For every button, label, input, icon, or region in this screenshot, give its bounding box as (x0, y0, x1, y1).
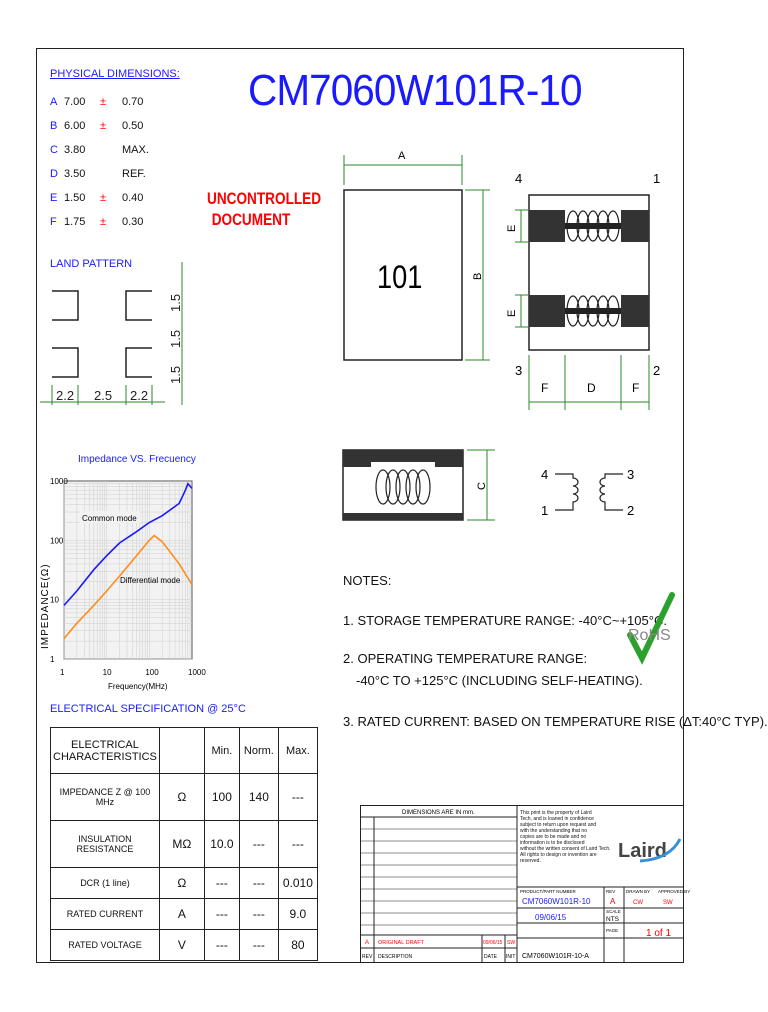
schematic-pin: 3 (627, 467, 635, 482)
electrical-name: IMPEDANCE Z @ 100 MHz (51, 774, 160, 821)
chart-y-tick: 10 (50, 595, 59, 605)
electrical-unit: Ω (159, 774, 204, 821)
property-notice-line: copies are to be made and no (520, 834, 587, 840)
date-column: DATE (484, 954, 497, 960)
electrical-min: --- (204, 868, 239, 899)
dimension-tolerance: 0.40 (122, 192, 144, 204)
property-notice-line: with the understanding that no (520, 828, 587, 834)
dim-c-label: C (476, 482, 488, 490)
electrical-min: --- (204, 930, 239, 961)
rev-label: REV (606, 889, 616, 894)
date-value: 09/06/15 (535, 913, 567, 922)
top-view-drawing (335, 145, 495, 370)
header-characteristics: ELECTRICAL CHARACTERISTICS (51, 728, 160, 774)
part-number-label: PRODUCT/PART NUMBER (520, 889, 576, 894)
page-label: PAGE (606, 928, 619, 933)
title-block (360, 805, 691, 963)
electrical-name: INSULATION RESISTANCE (51, 821, 160, 868)
revision-rev: A (365, 940, 370, 946)
pin-label: 2 (653, 363, 661, 378)
electrical-name: DCR (1 line) (51, 868, 160, 899)
chart-y-tick: 1000 (50, 477, 68, 486)
dimension-sign: ± (100, 96, 107, 108)
electrical-unit: Ω (159, 868, 204, 899)
electrical-row (51, 868, 318, 899)
note-1: 1. STORAGE TEMPERATURE RANGE: -40°C~+105°C. (343, 613, 667, 628)
electrical-unit: A (159, 899, 204, 930)
property-notice-line: Tech, and is loaned in confidence (520, 816, 594, 822)
chart-x-tick: 100 (145, 668, 159, 677)
land-pad (126, 348, 152, 377)
land-height-3: 1.5 (168, 365, 183, 384)
physical-dimensions-heading: PHYSICAL DIMENSIONS: (50, 68, 180, 80)
page-value: 1 of 1 (646, 928, 672, 939)
chart-y-tick: 100 (50, 536, 64, 546)
revision-date: 09/06/15 (483, 940, 503, 946)
chart-x-tick: 10 (102, 668, 112, 677)
dimension-sign: ± (100, 120, 107, 132)
notes-heading: NOTES: (343, 573, 392, 588)
part-title: CM7060W101R-10 (248, 66, 582, 115)
rohs-label: RoHS (628, 627, 671, 644)
impedance-chart (36, 448, 216, 698)
scale-label: SCALE (606, 909, 621, 914)
revision-by: SW (507, 940, 516, 946)
electrical-norm: --- (239, 821, 278, 868)
dim-e-label: E (506, 224, 518, 232)
scale-value: NTS (606, 916, 619, 923)
land-width-1: 2.2 (56, 388, 75, 403)
dimension-letter: A (50, 96, 58, 108)
uncontrolled-line-2: DOCUMENT (211, 210, 291, 229)
drawing-number: CM7060W101R-10-A (522, 953, 589, 960)
uncontrolled-line-1: UNCONTROLLED (207, 189, 322, 208)
dimension-sign: ± (100, 192, 107, 204)
property-notice-line: information is to be disclosed (520, 840, 585, 846)
land-height-2: 1.5 (168, 329, 183, 348)
component-marking: 101 (377, 259, 423, 296)
land-pad (52, 348, 78, 377)
chart-series-label: Differential mode (120, 576, 181, 585)
land-pattern-heading: LAND PATTERN (50, 258, 133, 270)
dimension-tolerance: 0.70 (122, 96, 144, 108)
schematic-pin: 4 (541, 467, 549, 482)
dimension-tolerance: MAX. (122, 144, 149, 156)
land-width-2: 2.5 (94, 388, 113, 403)
drawn-label: DRAWN BY (626, 889, 651, 894)
front-view-drawing (335, 445, 500, 525)
property-notice-line: All rights to design or invention are (520, 852, 597, 858)
electrical-min: 100 (204, 774, 239, 821)
dimension-value: 1.75 (64, 216, 86, 228)
chart-x-tick: 1000 (188, 668, 206, 677)
note-2-cont: -40°C TO +125°C (INCLUDING SELF-HEATING). (356, 673, 643, 688)
dim-f-label: F (541, 381, 549, 395)
electrical-norm: --- (239, 930, 278, 961)
dimension-letter: B (50, 120, 58, 132)
electrical-min: 10.0 (204, 821, 239, 868)
electrical-max: 80 (278, 930, 317, 961)
note-3: 3. RATED CURRENT: BASED ON TEMPERATURE RISE (ΔT:40°C TYP). (343, 714, 768, 729)
electrical-max: 0.010 (278, 868, 317, 899)
land-width-3: 2.2 (130, 388, 149, 403)
electrical-row (51, 774, 318, 821)
dimension-letter: F (50, 216, 57, 228)
description-column: DESCRIPTION (378, 954, 413, 960)
land-pattern-drawing (40, 260, 200, 410)
dimension-value: 3.80 (64, 144, 86, 156)
dim-a-label: A (398, 150, 406, 162)
electrical-row (51, 821, 318, 868)
electrical-norm: --- (239, 899, 278, 930)
uncontrolled-stamp (207, 188, 322, 230)
electrical-norm: --- (239, 868, 278, 899)
dim-d-label: D (587, 381, 596, 395)
electrical-max: 9.0 (278, 899, 317, 930)
header-max: Max. (278, 728, 317, 774)
electrical-max: --- (278, 774, 317, 821)
approved-value: SW (663, 900, 673, 906)
dimension-value: 7.00 (64, 96, 86, 108)
side-view-drawing (495, 165, 675, 415)
electrical-max: --- (278, 821, 317, 868)
electrical-name: RATED VOLTAGE (51, 930, 160, 961)
property-notice-line: without the written consent of Laird Tech. (520, 846, 611, 852)
dimension-value: 6.00 (64, 120, 86, 132)
note-2: 2. OPERATING TEMPERATURE RANGE: (343, 651, 588, 666)
approved-label: APPROVED BY (658, 889, 691, 894)
laird-logo: Laird (618, 840, 667, 862)
dim-e-label: E (506, 309, 518, 317)
chart-y-tick: 1 (50, 655, 55, 664)
chart-y-label: IMPEDANCE(Ω) (40, 563, 51, 649)
electrical-row (51, 930, 318, 961)
part-number: CM7060W101R-10 (522, 897, 591, 906)
property-notice-line: This print is the property of Laird (520, 810, 592, 816)
schematic-pin: 2 (627, 503, 635, 518)
chart-title: Impedance VS. Frecuency (78, 454, 196, 465)
dimension-tolerance: 0.50 (122, 120, 144, 132)
property-notice-line: reserved. (520, 858, 541, 864)
revision-desc: ORIGINAL DRAFT (378, 940, 424, 946)
dimension-letter: C (50, 144, 58, 156)
header-min: Min. (204, 728, 239, 774)
header-norm: Norm. (239, 728, 278, 774)
pin-label: 4 (515, 171, 523, 186)
dimension-tolerance: 0.30 (122, 216, 144, 228)
electrical-heading: ELECTRICAL SPECIFICATION @ 25°C (50, 703, 246, 715)
pin-label: 1 (653, 171, 661, 186)
rev-column: REV (362, 954, 373, 960)
electrical-table (50, 727, 318, 961)
header-unit (159, 728, 204, 774)
rev-value: A (610, 897, 616, 906)
schematic-drawing (535, 460, 645, 525)
electrical-unit: V (159, 930, 204, 961)
electrical-min: --- (204, 899, 239, 930)
chart-x-tick: 1 (60, 668, 65, 677)
electrical-norm: 140 (239, 774, 278, 821)
dimension-value: 1.50 (64, 192, 86, 204)
land-pad (52, 291, 78, 320)
chart-x-label: Frequency(MHz) (108, 682, 168, 691)
schematic-pin: 1 (541, 503, 549, 518)
electrical-row (51, 899, 318, 930)
pin-label: 3 (515, 363, 523, 378)
chart-series-label: Common mode (82, 514, 137, 523)
land-pad (126, 291, 152, 320)
dims-note: DIMENSIONS ARE IN mm. (402, 810, 475, 816)
dimension-value: 3.50 (64, 168, 86, 180)
electrical-name: RATED CURRENT (51, 899, 160, 930)
land-height-1: 1.5 (168, 293, 183, 312)
init-column: INIT (506, 954, 516, 960)
property-notice-line: subject to return upon request and (520, 822, 597, 828)
dimension-letter: E (50, 192, 58, 204)
electrical-unit: MΩ (159, 821, 204, 868)
rohs-check-icon (620, 590, 680, 665)
drawn-value: CW (633, 900, 643, 906)
dimension-letter: D (50, 168, 58, 180)
dimension-tolerance: REF. (122, 168, 146, 180)
dim-b-label: B (472, 272, 484, 280)
dim-f-label: F (632, 381, 640, 395)
dimension-sign: ± (100, 216, 107, 228)
